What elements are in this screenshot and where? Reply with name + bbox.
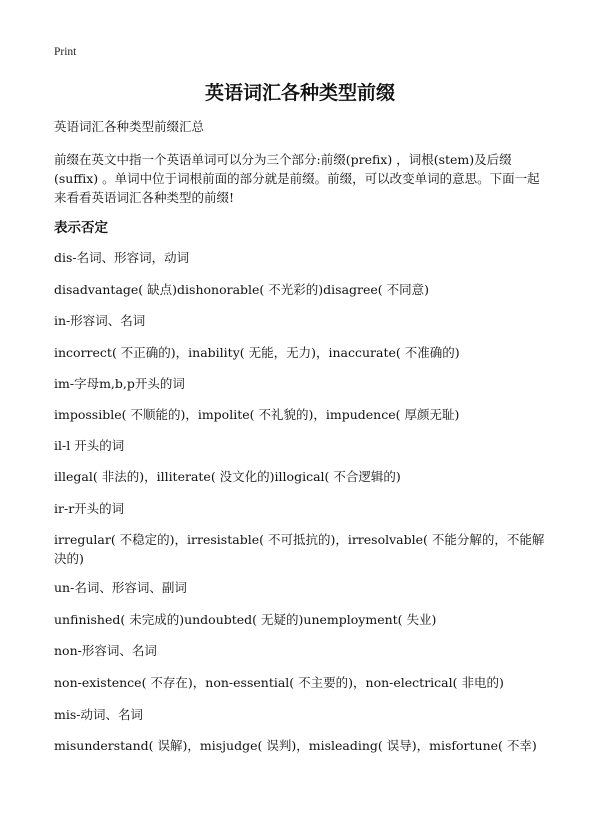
print-link[interactable]: Print	[54, 46, 77, 58]
prefix-rule-non: non-形容词、名词	[54, 643, 157, 658]
prefix-rule-un: un-名词、形容词、副词	[54, 580, 187, 595]
prefix-examples-non: non-existence( 不存在)，non-essential( 不主要的)，non-electrical( 非电的)	[54, 675, 504, 690]
prefix-rule-mis: mis-动词、名词	[54, 707, 143, 722]
prefix-examples-dis: disadvantage( 缺点)dishonorable( 不光彩的)disagree( 不同意)	[54, 282, 430, 297]
prefix-examples-ir: irregular( 不稳定的)，irresistable( 不可抵抗的)，irresolvable( 不能分解的，不能解决的)	[54, 532, 545, 566]
prefix-rule-ir: ir-r开头的词	[54, 501, 125, 516]
prefix-examples-im: impossible( 不顺能的)，impolite( 不礼貌的)，impudence( 厚颜无耻)	[54, 407, 460, 422]
summary-line: 英语词汇各种类型前缀汇总	[54, 119, 205, 134]
prefix-rule-il: il-l 开头的词	[54, 438, 125, 453]
intro-paragraph: 前缀在英文中指一个英语单词可以分为三个部分:前缀(prefix) ，词根(stem)及后缀(suffix) 。单词中位于词根前面的部分就是前缀。前缀，可以改变单词的意思。下面一起来看看英语词汇各种类型的前缀!	[54, 152, 540, 205]
prefix-examples-mis: misunderstand( 误解)，misjudge( 误判)，misleading( 误导)，misfortune( 不幸)	[54, 738, 537, 753]
prefix-rule-in: in-形容词、名词	[54, 313, 146, 328]
prefix-rule-im: im-字母m,b,p开头的词	[54, 376, 185, 391]
prefix-examples-in: incorrect( 不正确的)，inability( 无能，无力)，inaccurate( 不准确的)	[54, 345, 460, 360]
section-heading: 表示否定	[54, 220, 108, 236]
prefix-examples-il: illegal( 非法的)，illiterate( 没文化的)illogical( 不合逻辑的)	[54, 469, 401, 484]
prefix-examples-un: unfinished( 未完成的)undoubted( 无疑的)unemployment( 失业)	[54, 612, 437, 627]
page-title: 英语词汇各种类型前缀	[204, 82, 395, 104]
prefix-rule-dis: dis-名词、形容词，动词	[54, 250, 190, 265]
